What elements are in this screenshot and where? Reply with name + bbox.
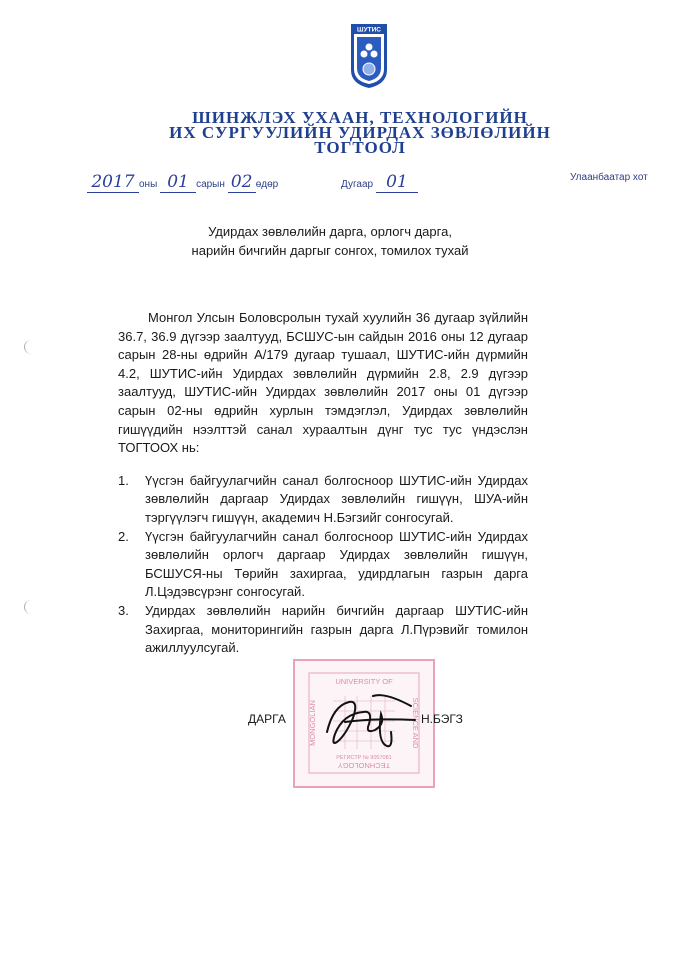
org-line: ИХ СУРГУУЛИЙН УДИРДАХ ЗӨВЛӨЛИЙН: [169, 123, 551, 142]
document-body: [118, 309, 528, 658]
stamp-registry: РЕГИСТР № 9057081: [336, 755, 392, 761]
year-suffix: оны: [139, 179, 158, 190]
logo-text: ШУТИС: [357, 26, 381, 34]
stamp-text-right: SCIENCE AND: [411, 697, 420, 749]
punch-hole: [24, 340, 39, 354]
month-suffix: сарын: [196, 179, 225, 190]
handwritten-month: 01: [160, 172, 196, 193]
intro-paragraph: Монгол Улсын Боловсролын тухай хуулийн 36 дугаар зүйлийн 36.7, 36.9 дүгээр заалтууд, БСШУС-ын сайдын 2016 оны 12 дугаар сарын 28-ны өдрийн А/179 дугаар тушаал, ШУТИС-ийн дүрмийн 4.2, ШУТИС-ийн Удирдах зөвлөлийн дүрмийн 2.8, 2.9 дүгээр заалтууд, ШУТИС-ийн Удирдах зөвлөлийн 2017 оны 01 дүгээр сарын 02-ны өдрийн хурлын тэмдэглэл, Удирдах зөвлөлийн гишүүдийн нээлттэй санал хураалтын дүнг тус тус үндэслэн ТОГТООХ нь:: [118, 310, 528, 456]
stamp-text-bottom: TECHNOLOGY: [337, 761, 391, 770]
org-line: ШИНЖЛЭХ УХААН, ТЕХНОЛОГИЙН: [192, 108, 528, 127]
resolution-list: [118, 472, 528, 658]
number-label: Дугаар: [341, 179, 374, 190]
stamp-text-left: MONGOLIAN: [308, 700, 317, 746]
subject-line: Удирдах зөвлөлийн дарга, орлогч дарга,: [208, 224, 452, 239]
day-suffix: өдөр: [255, 179, 279, 190]
university-logo: [349, 22, 389, 90]
document-type: ТОГТООЛ: [314, 138, 406, 157]
item-text: Үүсгэн байгуулагчийн санал болгосноор ШУТИС-ийн Удирдах зөвлөлийн орлогч даргаар Удирдах зөвлөлийн гишүүн, БСШУСЯ-ны Төрийн захиргаа, удирдлагын газрын дарга Л.Цэдэвсүрэнг сонгосугай.: [145, 528, 528, 600]
handwritten-number: 01: [376, 172, 418, 193]
handwritten-signature: [315, 684, 425, 754]
city-label: Улаанбаатар хот: [570, 172, 648, 183]
resolution-item: [118, 528, 528, 602]
subject-line: нарийн бичгийн даргыг сонгох, томилох тухай: [191, 243, 469, 258]
document-subject: [150, 222, 510, 260]
item-text: Үүсгэн байгуулагчийн санал болгосноор ШУТИС-ийн Удирдах зөвлөлийн даргаар Удирдах зөвлөлийн гишүүн, ШУА-ийн тэргүүлэгч гишүүн, академич Н.Бэгзийг сонгосугай.: [145, 472, 528, 525]
resolution-item: [118, 602, 528, 658]
resolution-item: [118, 472, 528, 528]
signatory-name: Н.БЭГЗ: [421, 712, 463, 726]
stamp-text-top: UNIVERSITY OF: [335, 677, 393, 686]
item-text: Удирдах зөвлөлийн нарийн бичгийн даргаар ШУТИС-ийн Захиргаа, мониторингийн газрын дарга Л.Пүрэвийг томилон ажиллуулсугай.: [145, 602, 528, 656]
handwritten-year: 2017: [87, 172, 139, 193]
item-number: 2.: [118, 528, 129, 544]
item-number: 3.: [118, 602, 129, 618]
number-line: [341, 172, 418, 193]
handwritten-day: 02: [228, 172, 256, 193]
date-line: [87, 172, 278, 193]
punch-hole: [24, 600, 39, 614]
organization-heading: [160, 110, 560, 155]
signatory-title: ДАРГА: [248, 712, 286, 726]
item-number: 1.: [118, 472, 129, 488]
